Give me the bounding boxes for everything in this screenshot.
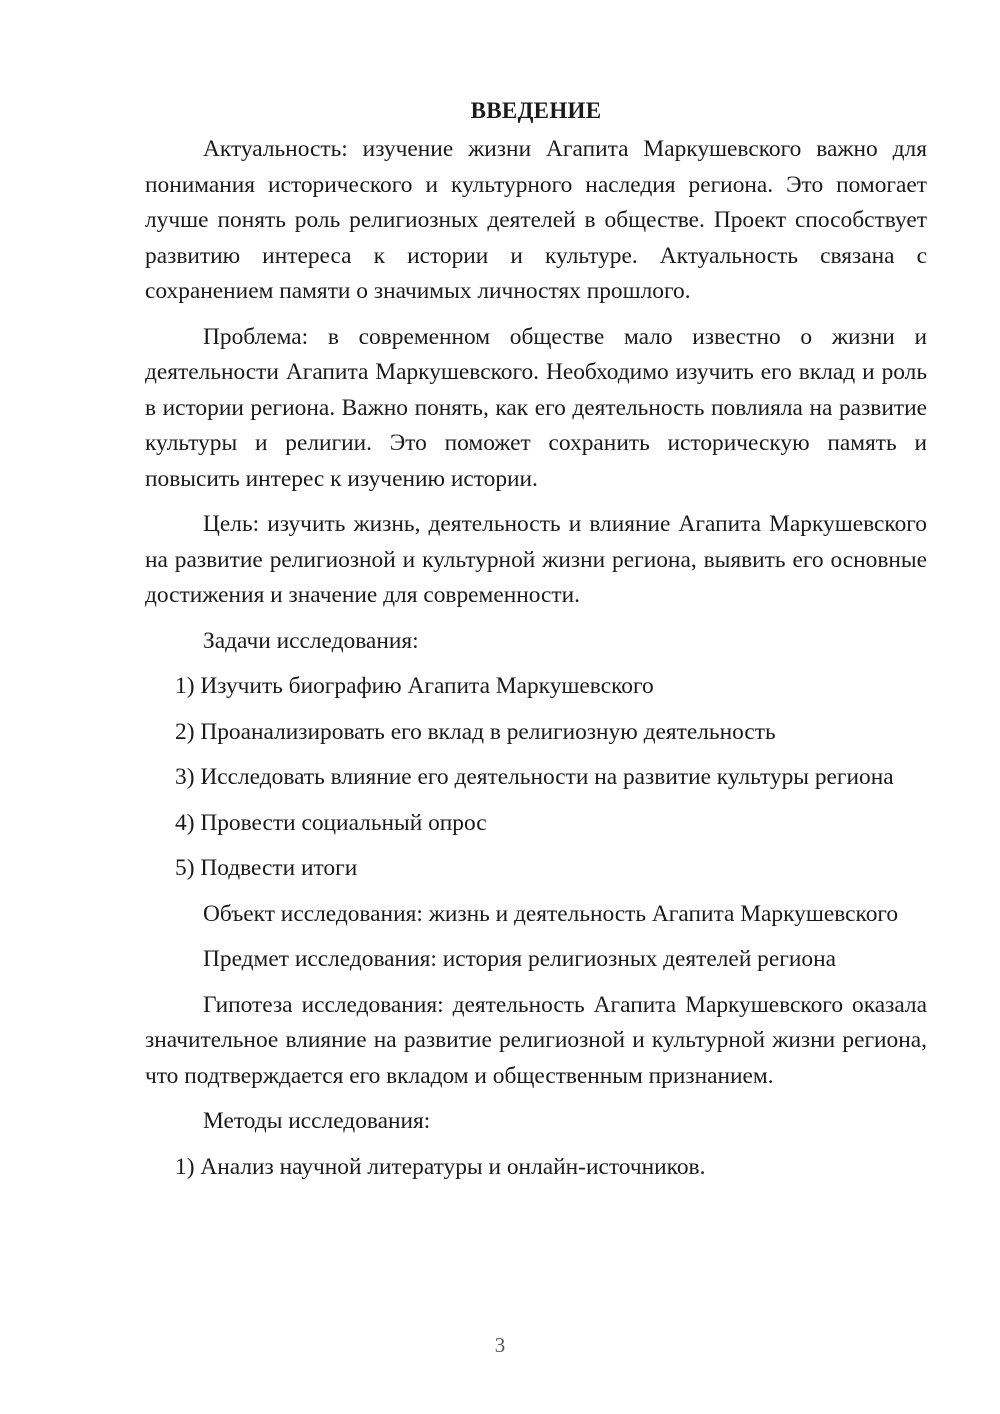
page-number: 3 xyxy=(494,1333,506,1357)
paragraph-subject: Предмет исследования: история религиозных деятелей региона xyxy=(203,946,836,972)
task-item-2: 2) Проанализировать его вклад в религиозную деятельность xyxy=(175,718,776,745)
document-page xyxy=(145,96,927,1195)
document-title: ВВЕДЕНИЕ xyxy=(470,98,602,123)
paragraph-problem: Проблема: в современном обществе мало известно о жизни и деятельности Агапита Маркушевского. Необходимо изучить его вклад и роль в истории региона. Важно понять, как его деятельность повлияла на развитие культуры и религии. Это поможет сохранить историческую память и повысить интерес к изучению истории. xyxy=(145,323,927,492)
tasks-heading: Задачи исследования: xyxy=(203,627,419,654)
task-item-3: 3) Исследовать влияние его деятельности на развитие культуры региона xyxy=(175,764,894,790)
task-item-1: 1) Изучить биографию Агапита Маркушевского xyxy=(175,673,654,699)
paragraph-relevance: Актуальность: изучение жизни Агапита Маркушевского важно для понимания исторического и культурного наследия региона. Это помогает лучше понять роль религиозных деятелей в обществе. Проект способствует развитию интереса к истории и культуре. Актуальность связана с сохранением памяти о значимых личностях прошлого. xyxy=(145,136,927,304)
paragraph-hypothesis: Гипотеза исследования: деятельность Агапита Маркушевского оказала значительное влияние на развитие религиозной и культурной жизни региона, что подтверждается его вкладом и общественным признанием. xyxy=(145,991,927,1089)
method-item-1: 1) Анализ научной литературы и онлайн-источников. xyxy=(175,1153,706,1180)
task-item-5: 5) Подвести итоги xyxy=(175,855,358,881)
paragraph-goal: Цель: изучить жизнь, деятельность и влияние Агапита Маркушевского на развитие религиозной и культурной жизни региона, выявить его основные достижения и значение для современности. xyxy=(145,511,927,608)
methods-heading: Методы исследования: xyxy=(203,1108,431,1134)
paragraph-object: Объект исследования: жизнь и деятельность Агапита Маркушевского xyxy=(203,900,899,927)
task-item-4: 4) Провести социальный опрос xyxy=(175,809,487,836)
